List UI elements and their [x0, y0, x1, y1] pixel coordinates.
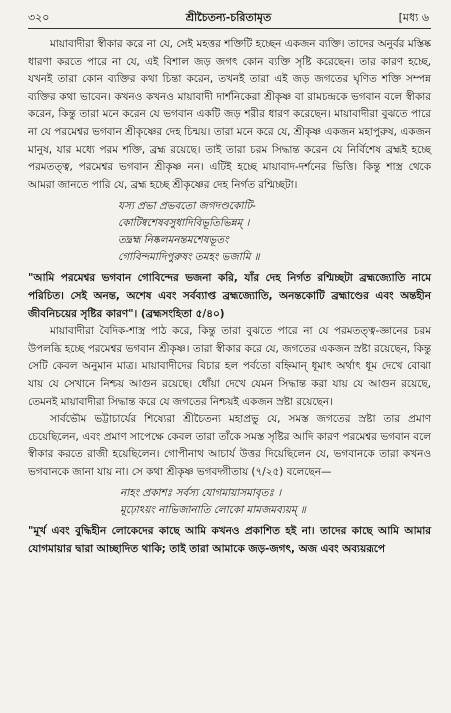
page-body — [28, 36, 431, 559]
paragraph: মায়াবাদীরা বৈদিক-শাস্ত্র পাঠ করে, কিন্তু তারা বুঝতে পারে না যে পরমতত্ত্ব-জ্ঞানের চরম উপলব্ধি হচ্ছে পরমেশ্বর ভগবান শ্রীকৃষ্ণ। তারা স্বীকার করে যে, জগতের একজন স্রষ্টা রয়েছেন, কিন্তু সেটি কেবল অনুমান মাত্র। মায়াবাদীদের বিচার হল পর্বতো বহ্নিমান্ ধূমাৎ অর্থাৎ ধূম দেখে বোঝা যায় যে সেখানে নিশ্চয় আগুন রয়েছে। ধোঁয়া দেখে যেমন সিদ্ধান্ত করা যায় যে আগুন রয়েছে, তেমনই মায়াবাদীরা সিদ্ধান্ত করে যে জগতের নিশ্চয়ই একজন স্রষ্টা রয়েছেন। — [28, 325, 431, 408]
section-label: [মধ্য ৬ — [398, 11, 429, 24]
translation-paragraph: "আমি পরমেশ্বর ভগবান গোবিন্দের ভজনা করি, যাঁর দেহ নির্গত রশ্মিচ্ছটা ব্রহ্মজ্যোতি নামে পরিচিত। সেই অনন্ত, অশেষ এবং সর্বব্যাপ্ত ব্রহ্মজ্যোতি, অনন্তকোটি ব্রহ্মাণ্ডের এবং অন্তহীন জীবনিচয়ের সৃষ্টির কারণ"। (ব্রহ্মসংহিতা ৫/৪০) — [28, 272, 431, 320]
sanskrit-verse — [28, 485, 431, 519]
page-header — [28, 10, 429, 26]
translation-paragraph: "মূর্খ এবং বুদ্ধিহীন লোকেদের কাছে আমি কখনও প্রকাশিত হই না। তাদের কাছে আমি আমার যোগমায়ার দ্বারা আচ্ছাদিত থাকি; তাই তারা আমাকে জড়-জগৎ, অজ এবং অব্যয়রূপে — [28, 525, 431, 556]
verse-line: যস্য প্রভা প্রভবতো জগদণ্ডকোটি- — [118, 200, 256, 213]
verse-line: কোটিষ্বশেষবসুধাদিবিভূতিভিন্নম্ । — [118, 217, 250, 230]
paragraph: মায়াবাদীরা স্বীকার করে না যে, সেই মহত্তর শক্তিটি হচ্ছেন একজন ব্যক্তি। তাদের অনুর্বর মস্তিষ্ক ধারণা করতে পারে না যে, এই বিশাল জড় জগৎ কোন ব্যক্তি সৃষ্টি করেছেন। তার কারণ হচ্ছে, যখনই তারা কোন ব্যক্তির কথা চিন্তা করেন, তখনই তারা এই জড় জগতের ঘৃণিত শক্তি সম্পন্ন ব্যক্তির কথা ভাবেন। কখনও কখনও মায়াবাদী দার্শনিকেরা শ্রীকৃষ্ণ বা রামচন্দ্রকে ভগবান বলে স্বীকার করেন, কিন্তু তারা মনে করেন যে ভগবান একটি জড় শরীর ধারণ করেছেন। মায়াবাদীরা বুঝতে পারে না যে পরমেশ্বর ভগবান শ্রীকৃষ্ণের দেহ চিন্ময়। তারা মনে করে যে, শ্রীকৃষ্ণ একজন মহাপুরুষ, একজন মানুষ, যার মধ্যে পরম শক্তি, ব্রহ্ম রয়েছে। তাই তারা চরম সিদ্ধান্ত করেন যে নির্বিশেষ ব্রহ্মই হচ্ছে পরমতত্ত্ব, পরমেশ্বর ভগবান শ্রীকৃষ্ণ নন। এটিই হচ্ছে মায়াবাদ-দর্শনের ভিত্তি। কিন্তু শাস্ত্র থেকে আমরা জানতে পারি যে, ব্রহ্ম হচ্ছে শ্রীকৃষ্ণের দেহ নির্গত রশ্মিচ্ছটা। — [28, 38, 431, 191]
sanskrit-verse — [28, 198, 431, 266]
verse-line: নাহং প্রকাশঃ সর্বস্য যোগমায়াসমাবৃতঃ । — [120, 487, 282, 500]
book-title: শ্রীচৈতন্য-চরিতামৃত — [185, 11, 272, 24]
verse-line: তদ্ব্রহ্ম নিষ্কলমনন্তমশেষভূতং — [118, 234, 229, 247]
header-rule — [28, 28, 431, 29]
page-number: ৩২০ — [28, 11, 50, 24]
paragraph: সার্বভৌম ভট্টাচার্যের শিষ্যেরা শ্রীচৈতন্য মহাপ্রভু যে, সমস্ত জগতের স্রষ্টা তার প্রমাণ চেয়েছিলেন, এবং প্রমাণ সাপেক্ষে কেবল তারা তাঁকে সমস্ত সৃষ্টির আদি কারণ পরমেশ্বর ভগবান বলে স্বীকার করতে রাজী হয়েছিলেন। গোপীনাথ আচার্য উত্তর দিয়েছিলেন যে, ভগবানকে তারা কখনও ভগবানকে জানা যায় না। সে কথা শ্রীকৃষ্ণ ভগবদ্গীতায় (৭/২৫) বলেছেন— — [28, 413, 431, 478]
verse-line: মূঢ়োঽয়ং নাভিজানাতি লোকো মামজমব্যয়ম্ ॥ — [120, 504, 306, 517]
verse-line: গোবিন্দমাদিপুরুষং তমহং ভজামি ॥ — [118, 251, 260, 264]
